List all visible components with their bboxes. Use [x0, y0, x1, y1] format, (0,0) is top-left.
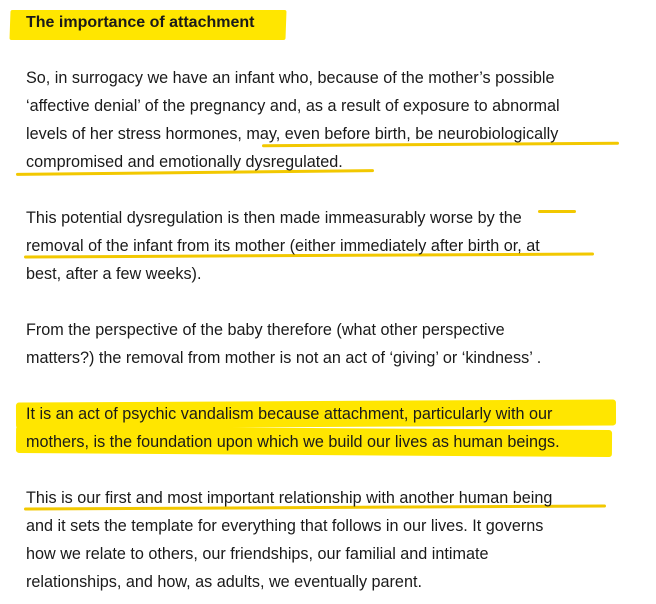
paragraph-line: It is an act of psychic vandalism because attachment, particularly with our — [26, 400, 636, 428]
section-heading: The importance of attachment — [26, 14, 255, 31]
paragraph-dysregulation — [26, 204, 636, 288]
paragraph-line: So, in surrogacy we have an infant who, because of the mother’s possible — [26, 69, 555, 87]
underline-mark — [538, 210, 576, 213]
paragraph-first-relationship — [26, 484, 636, 596]
paragraph-line: mothers, is the foundation upon which we build our lives as human beings. — [26, 428, 636, 456]
paragraph-psychic-vandalism — [26, 400, 636, 456]
paragraph-surrogacy-infant — [26, 64, 636, 176]
paragraph-line: From the perspective of the baby therefore (what other perspective — [26, 321, 505, 339]
paragraph-line: levels of her stress hormones, may, even before birth, be neurobiologically — [26, 120, 636, 148]
paragraph-line: and it sets the template for everything that follows in our lives. It governs — [26, 517, 544, 535]
paragraph-baby-perspective — [26, 316, 636, 372]
section-heading-block — [10, 8, 254, 34]
paragraph-line: removal of the infant from its mother (either immediately after birth or, at — [26, 232, 636, 260]
paragraph-line: ‘affective denial’ of the pregnancy and, as a result of exposure to abnormal — [26, 97, 560, 115]
paragraph-line: how we relate to others, our friendships, our familial and intimate — [26, 545, 489, 563]
paragraph-line: compromised and emotionally dysregulated. — [26, 148, 636, 176]
paragraph-line: relationships, and how, as adults, we eventually parent. — [26, 573, 422, 591]
paragraph-line: best, after a few weeks). — [26, 265, 202, 283]
paragraph-line: This potential dysregulation is then made immeasurably worse by the — [26, 204, 636, 232]
paragraph-line: This is our first and most important relationship with another human being — [26, 484, 636, 512]
paragraph-line: matters?) the removal from mother is not an act of ‘giving’ or ‘kindness’ . — [26, 349, 542, 367]
